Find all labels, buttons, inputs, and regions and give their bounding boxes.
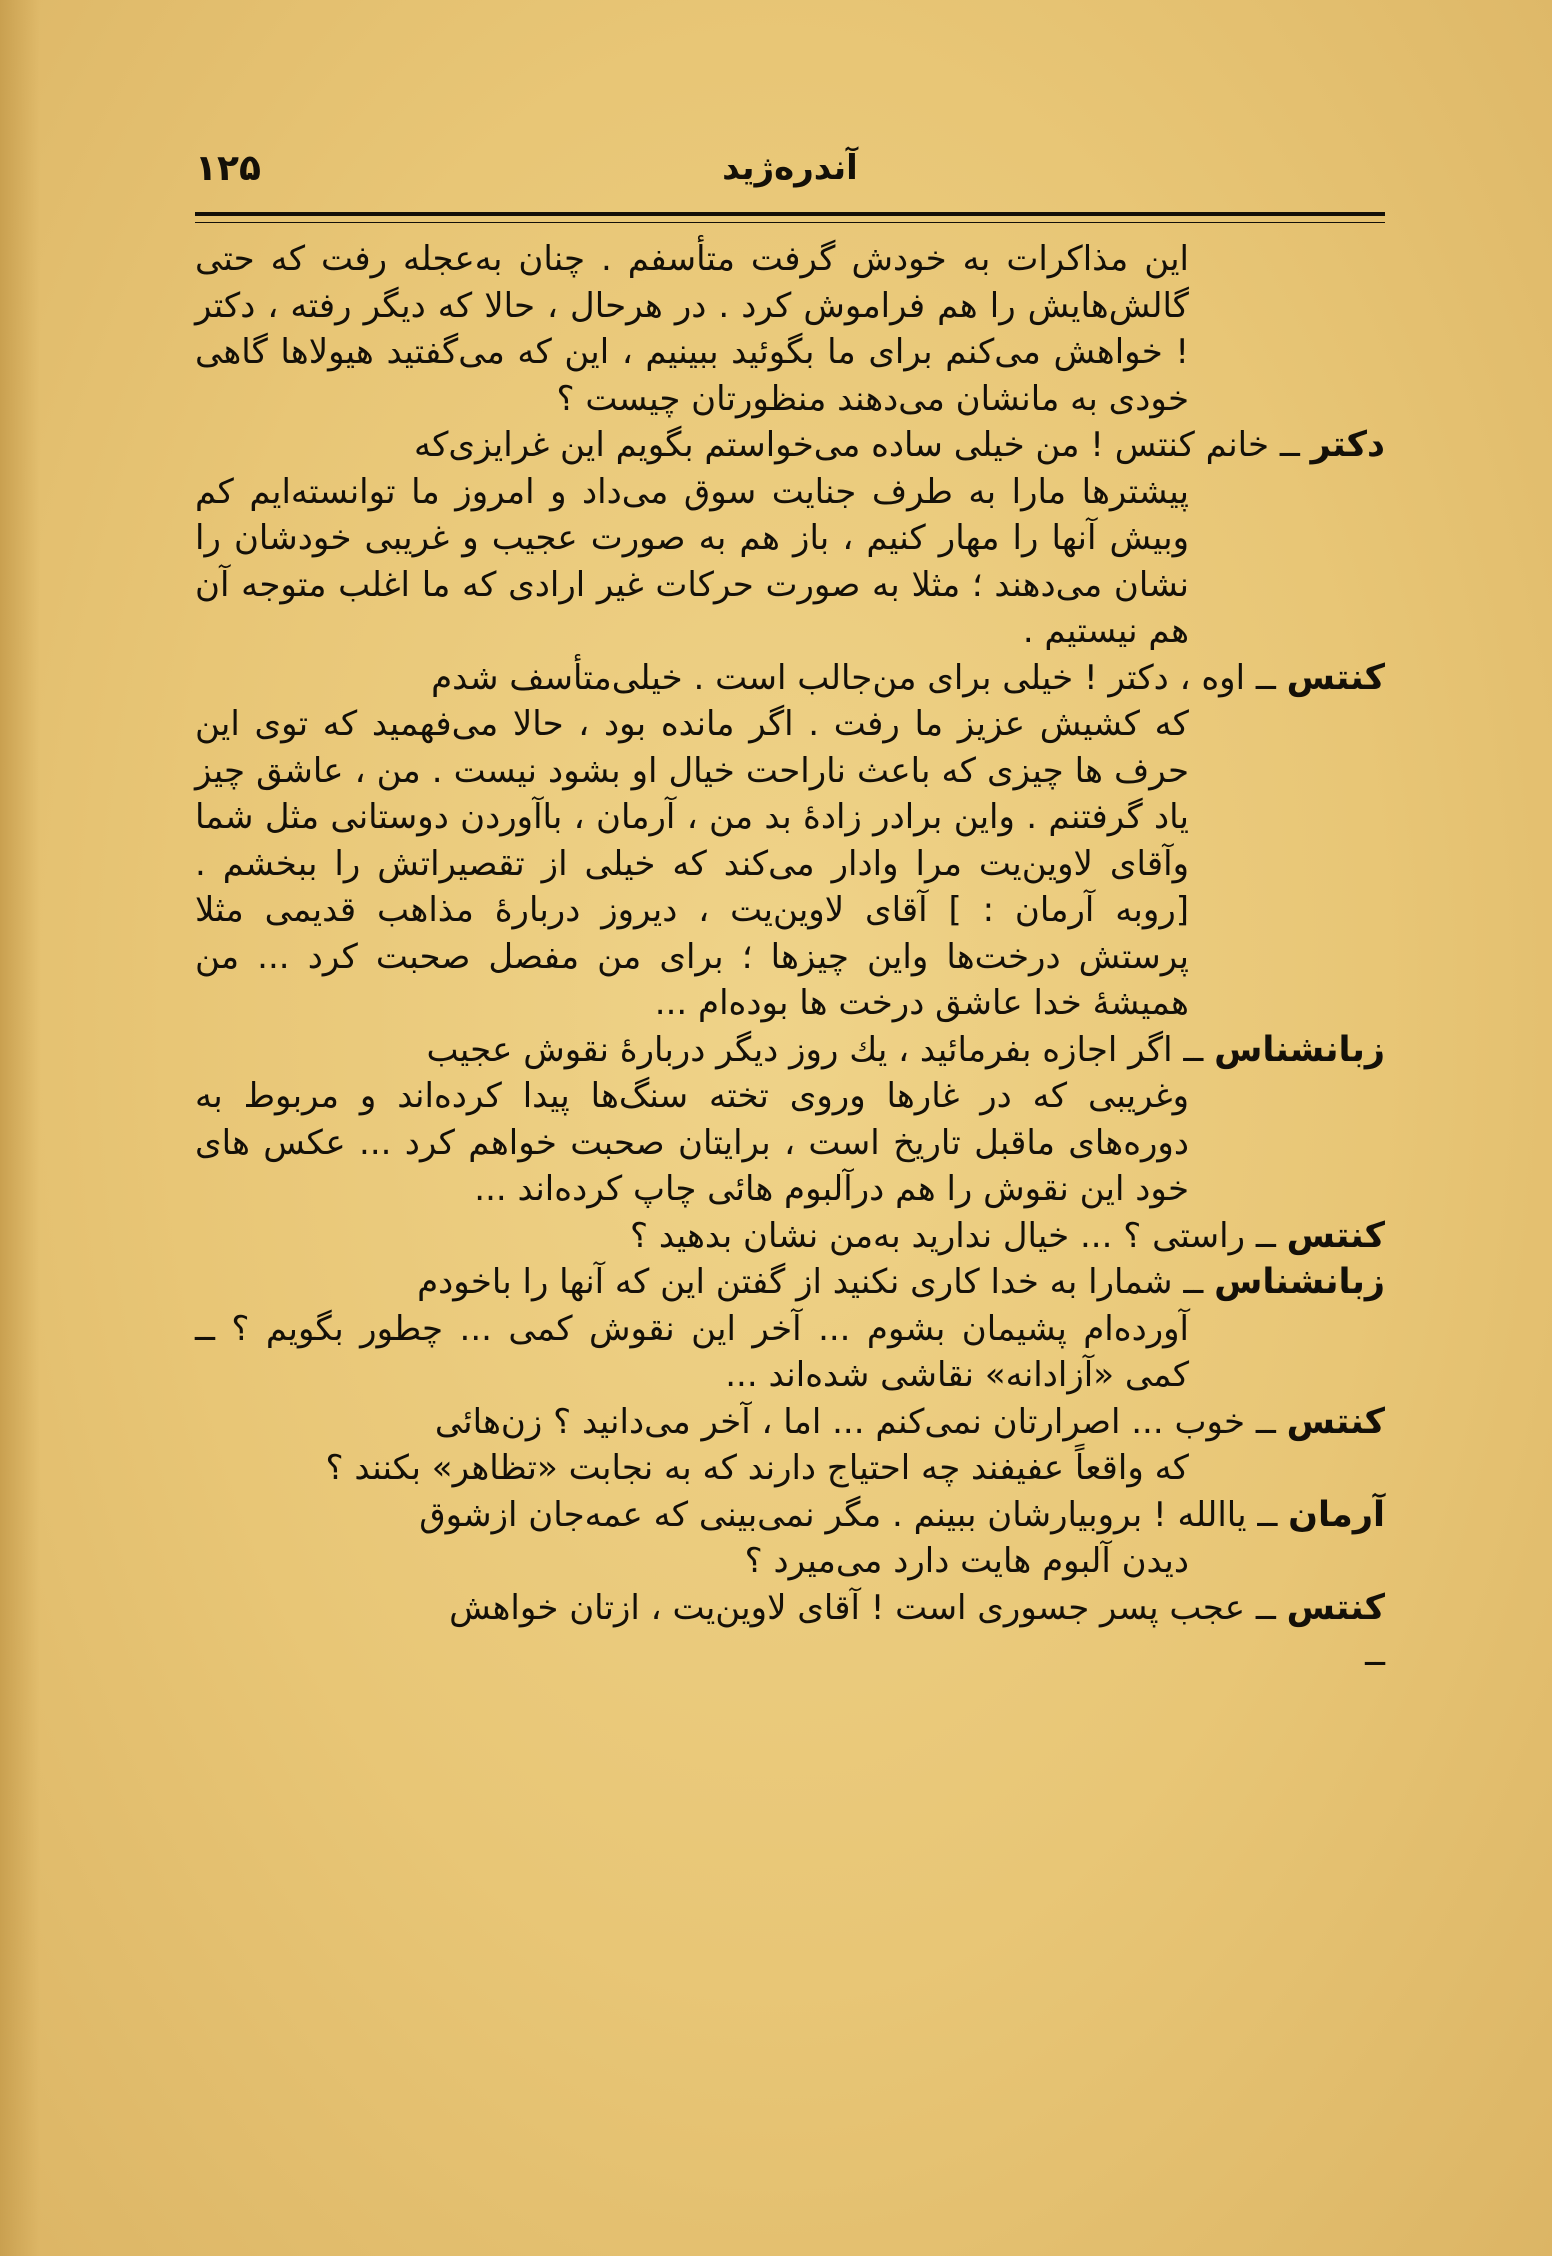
dialogue-block xyxy=(195,1259,1385,1399)
speech-continuation: پیشترها مارا به طرف جنایت سوق می‌داد و امروز ما توانسته‌ایم کم وبیش آنها را مهار کنیم ، باز هم به صورت عجیب و غریبی خودشان را نشان می‌دهند ؛ مثلا به صورت حرکات غیر ارادی که ما اغلب متوجه آن هم نیستیم . xyxy=(195,471,1189,651)
speech-line: اگر اجازه بفرمائید ، یك روز دیگر دربارهٔ نقوش عجیب xyxy=(426,1029,1173,1070)
header-rule-thick xyxy=(195,212,1385,216)
speech-continuation: دیدن آلبوم هایت دارد می‌میرد ؟ xyxy=(744,1541,1189,1581)
speech-continuation: آورده‌ام پشیمان بشوم ... آخر این نقوش کمی ... چطور بگویم ؟ ــ کمی «آزادانه» نقاشی شده‌اند ... xyxy=(195,1308,1189,1395)
speaker-name: زبانشناس xyxy=(1214,1262,1385,1302)
speech-continuation: که واقعاً عفیفند چه احتیاج دارند که به نجابت «تظاهر» بکنند ؟ xyxy=(325,1448,1189,1488)
body-text xyxy=(195,236,1385,1678)
dialogue-block xyxy=(195,1399,1385,1492)
speech-line: خانم کنتس ! من خیلی ساده می‌خواستم بگویم این غرایزی‌که xyxy=(414,425,1270,465)
dash: ــ xyxy=(1172,1029,1204,1070)
speech-line: راستی ؟ ... خیال ندارید به‌من نشان بدهید ؟ xyxy=(630,1215,1246,1256)
dash: ــ xyxy=(1245,1215,1276,1256)
speech-line: یاالله ! بروبیارشان ببینم . مگر نمی‌بینی که عمه‌جان ازشوق xyxy=(419,1494,1247,1535)
speech-line: خوب ... اصرارتان نمی‌کنم ... اما ، آخر می‌دانید ؟ زن‌هائی xyxy=(434,1401,1246,1442)
dash: ــ xyxy=(1245,657,1276,698)
speaker-name: کنتس xyxy=(1286,1215,1385,1256)
page-number: ۱۲۵ xyxy=(195,148,261,189)
opening-paragraph: این مذاکرات به خودش گرفت متأسفم . چنان به‌عجله رفت که حتی گالش‌هایش را هم فراموش کرد . در هرحال ، حالا که دیگر رفته ، دکتر ! خواهش می‌کنم برای ما بگوئید ببینیم ، این که می‌گفتید هیولاها گاهی خودی به مانشان می‌دهند منظورتان چیست ؟ xyxy=(195,239,1189,419)
header-rule-thin xyxy=(195,222,1385,223)
dialogue-block xyxy=(195,1585,1385,1632)
page-header xyxy=(195,148,1385,208)
running-title: آندره‌ژید xyxy=(722,148,858,188)
dialogue-block xyxy=(195,1492,1385,1585)
speech-continuation: وغریبی که در غارها وروی تخته سنگ‌ها پیدا کرده‌اند و مربوط به دوره‌های ماقبل تاریخ است ، برایتان صحبت خواهم کرد ... عکس های خود این نقوش را هم درآلبوم هائی چاپ کرده‌اند ... xyxy=(195,1076,1189,1209)
dash: ــ xyxy=(1269,425,1300,465)
dash: ــ xyxy=(1172,1262,1204,1302)
speaker-name: آرمان xyxy=(1288,1494,1385,1535)
dialogue-block xyxy=(195,1213,1385,1260)
dialogue-block xyxy=(195,655,1385,1027)
speaker-name: دکتر xyxy=(1310,425,1385,465)
dash: ــ xyxy=(1245,1587,1276,1628)
dialogue-block xyxy=(195,1027,1385,1213)
speaker-name: کنتس xyxy=(1286,1401,1385,1442)
speaker-name: کنتس xyxy=(1286,657,1385,698)
dash: ــ xyxy=(1246,1494,1278,1535)
dash: ــ xyxy=(1365,1634,1385,1674)
speaker-name: زبانشناس xyxy=(1214,1029,1385,1070)
page-edge-shadow xyxy=(0,0,40,2256)
speech-line: اوه ، دکتر ! خیلی برای من‌جالب است . خیلی‌متأسف شدم xyxy=(431,657,1246,698)
speech-line: عجب پسر جسوری است ! آقای لاوین‌یت ، ازتان خواهش xyxy=(449,1587,1246,1628)
speech-line: شمارا به خدا کاری نکنید از گفتن این که آنها را باخودم xyxy=(417,1262,1173,1302)
dash: ــ xyxy=(1245,1401,1276,1442)
dialogue-block xyxy=(195,422,1385,655)
dialogue-block xyxy=(195,1631,1385,1678)
speech-continuation: که کشیش عزیز ما رفت . اگر مانده بود ، حالا می‌فهمید که توی این حرف ها چیزی که باعث ناراحت خیال او بشود نیست . من ، عاشق چیز یاد گرفتنم . واین برادر زادهٔ بد من ، آرمان ، باآوردن دوستانی مثل شما وآقای لاوین‌یت مرا وادار می‌کند که خیلی از تقصیراتش را ببخشم . [روبه آرمان : ] آقای لاوین‌یت ، دیروز دربارهٔ مذاهب قدیمی مثلا پرستش درخت‌ها واین چیزها ؛ برای من مفصل صحبت کرد ... من همیشهٔ خدا عاشق درخت ها بوده‌ام ... xyxy=(195,704,1189,1023)
speaker-name: کنتس xyxy=(1286,1587,1385,1628)
